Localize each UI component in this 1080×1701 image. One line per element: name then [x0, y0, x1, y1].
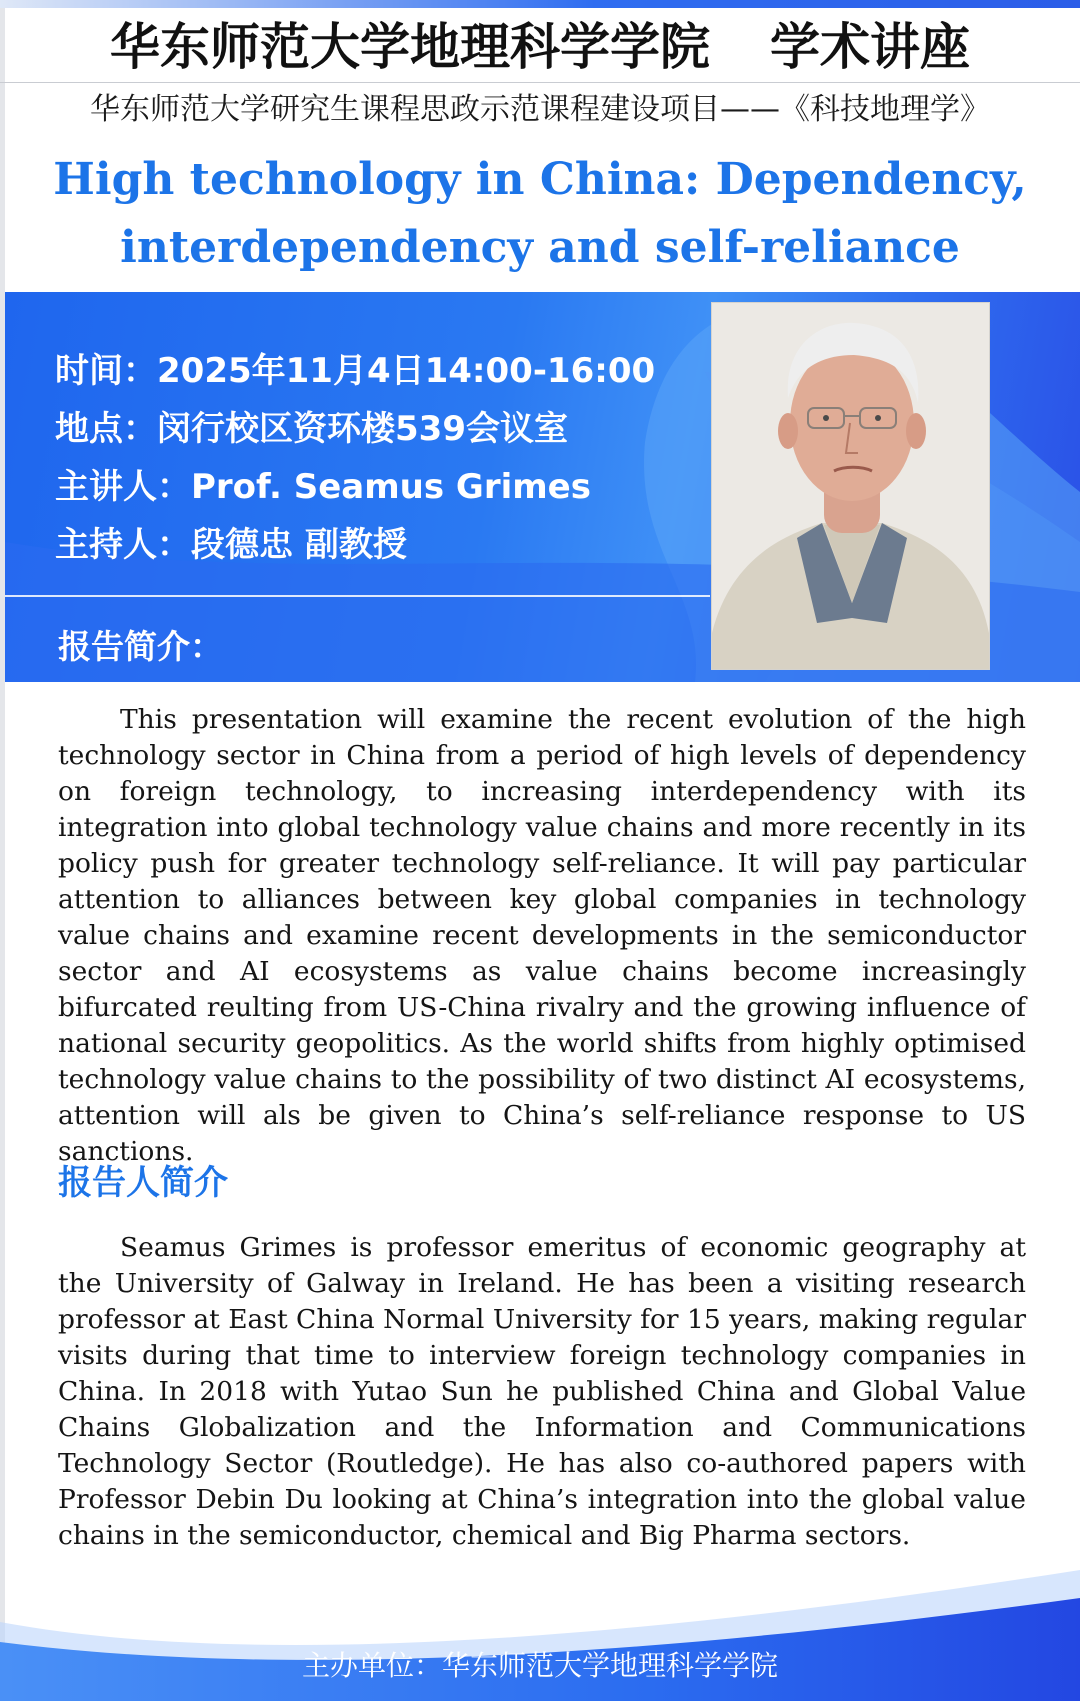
abstract-text: This presentation will examine the recent evolution of the high technology sector in China from a period of high levels of dependency on foreign technology, to increasing interdependency with its integration into global technology value chains and more recently in its policy push for greater technology self-reliance. It will pay particular attention to alliances between key global companies in technology value chains and examine recent developments in the semiconductor sector and AI ecosystems as value chains become increasingly bifurcated reulting from US-China rivalry and the growing influence of national security geopolitics. As the world shifts from highly optimised technology value chains to the possibility of two distinct AI ecosystems, attention will als be given to China’s self-reliance response to US sanctions. — [58, 704, 1026, 1167]
talk-time: 时间：2025年11月4日14:00-16:00 — [55, 351, 656, 391]
talk-host: 主持人：段德忠 副教授 — [55, 525, 407, 565]
band-divider — [5, 595, 710, 597]
event-type: 学术讲座 — [770, 18, 970, 76]
header-divider — [0, 82, 1080, 83]
talk-speaker: 主讲人：Prof. Seamus Grimes — [55, 467, 591, 507]
talk-title-line-2: interdependency and self-reliance — [120, 222, 960, 273]
info-block — [55, 342, 655, 574]
bio-text: Seamus Grimes is professor emeritus of economic geography at the University of Galway in Ireland. He has been a visiting research professor at East China Normal University for 15 years, making regular visits during that time to interview foreign technology companies in China. In 2018 with Yutao Sun he published China and Global Value Chains Globalization and the Information and Communications Technology Sector (Routledge). He has also co-authored papers with Professor Debin Du looking at China’s integration into the global value chains in the semiconductor, chemical and Big Pharma sectors. — [58, 1232, 1026, 1551]
school-name: 华东师范大学地理科学学院 — [110, 18, 710, 76]
speaker-photo — [711, 302, 990, 670]
project-subtitle: 华东师范大学研究生课程思政示范课程建设项目——《科技地理学》 — [90, 92, 990, 127]
talk-title — [20, 146, 1060, 282]
poster-header — [0, 12, 1080, 82]
bio-heading: 报告人简介 — [58, 1163, 228, 1203]
top-accent-strip — [0, 0, 1080, 8]
speaker-portrait-image — [712, 303, 989, 669]
organizer-footer: 主办单位：华东师范大学地理科学学院 — [301, 1649, 778, 1682]
left-edge-rule — [0, 0, 5, 1701]
talk-title-line-1: High technology in China: Dependency, — [53, 154, 1027, 205]
abstract-heading: 报告简介： — [58, 627, 223, 666]
talk-venue: 地点：闵行校区资环楼539会议室 — [55, 409, 568, 449]
